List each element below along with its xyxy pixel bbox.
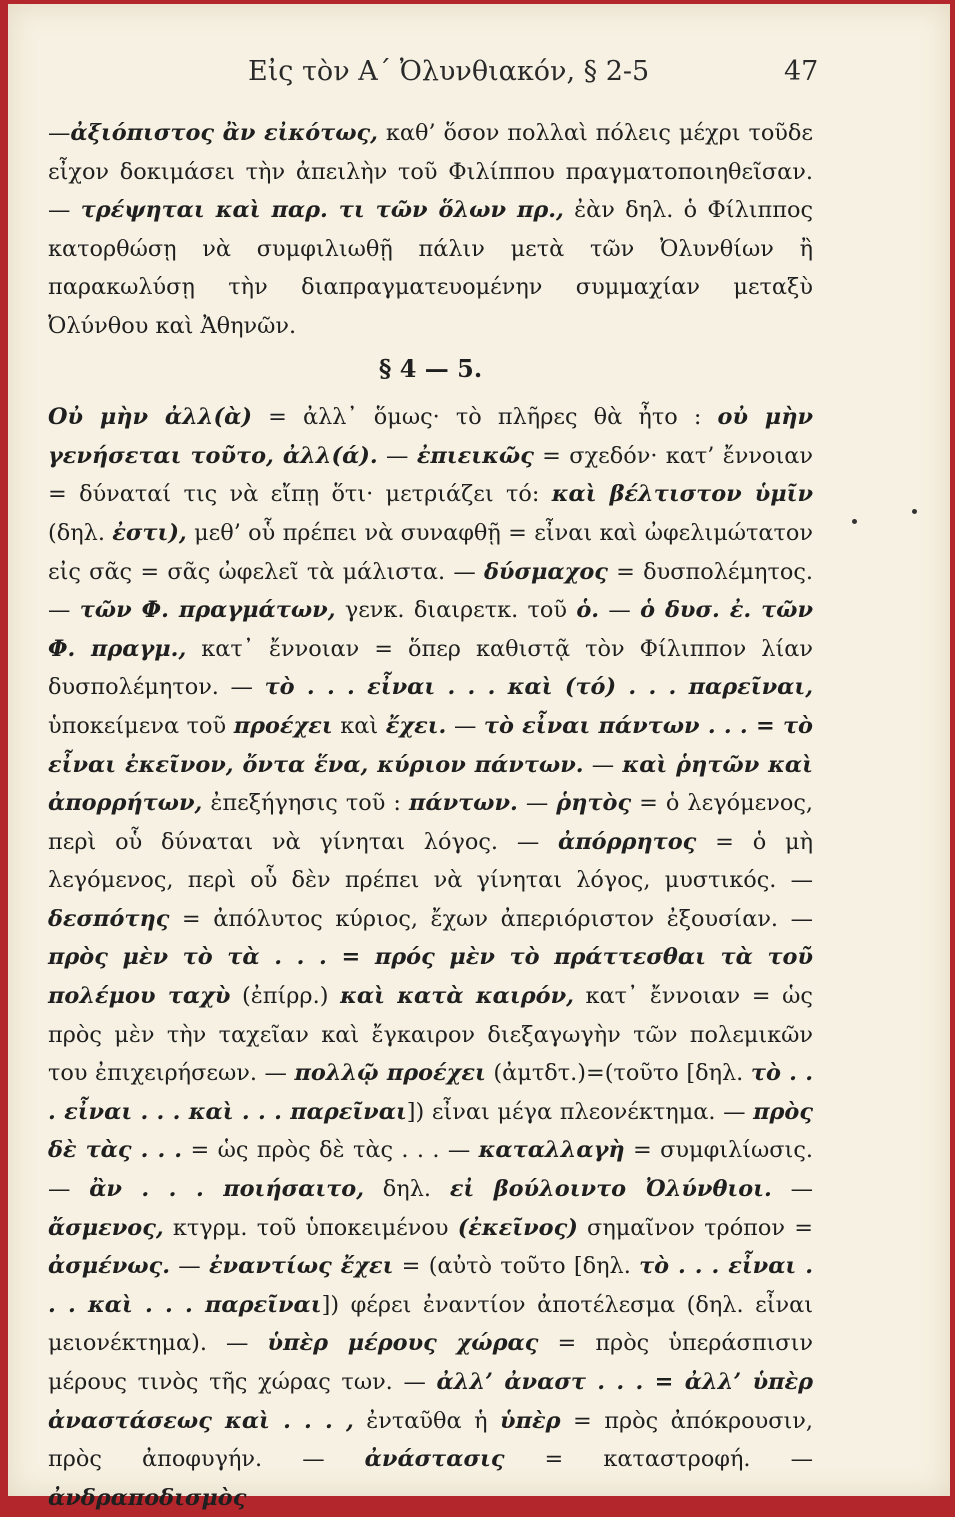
margin-dot [912,509,917,514]
book-page [8,4,950,1511]
running-title: Εἰς τὸν Α΄ Ὀλυνθιακόν, § 2-5 [248,56,650,87]
page-body [48,114,813,1517]
section-heading: § 4 — 5. [378,353,483,383]
page-number: 47 [784,56,819,87]
paragraph-2: Οὐ μὴν ἀλλ(ὰ) = ἀλλ᾽ ὅμως· τὸ πλῆρες θὰ ἦτο : οὐ μὴν γενήσεται τοῦτο, ἀλλ(ά). — ἐπιεικῶς = σχεδόν· κατ’ ἔννοιαν = δύναταί τις νὰ εἴπῃ ὅτι· μετριάζει τό: καὶ βέλτιστον ὑμῖν (δηλ. ἐστι), μεθ’ οὗ πρέπει νὰ συναφθῇ = εἶναι καὶ ὠφελιμώτατον εἰς σᾶς = σᾶς ὠφελεῖ τὰ μάλιστα. — δύσμαχος = δυσπολέμητος. — τῶν Φ. πραγμάτων, γενκ. διαιρετκ. τοῦ ὁ. — ὁ δυσ. ἐ. τῶν Φ. πραγμ., κατ᾽ ἔννοιαν = ὅπερ καθιστᾷ τὸν Φίλιππον λίαν δυσπολέμητον. — τὸ . . . εἶναι . . . καὶ (τό) . . . παρεῖναι, ὑποκείμενα τοῦ προέχει καὶ ἔχει. — τὸ εἶναι πάντων . . . = τὸ εἶναι ἐκεῖνον, ὄντα ἕνα, κύριον πάντων. — καὶ ῥητῶν καὶ ἀπορρήτων, ἐπεξήγησις τοῦ : πάντων. — ῥητὸς = ὁ λεγόμενος, περὶ οὗ δύναται νὰ γίνηται λόγος. — ἀπόρρητος = ὁ μὴ λεγόμενος, περὶ οὗ δὲν πρέπει νὰ γίνηται λόγος, μυστικός. — δεσπότης = ἀπόλυτος κύριος, ἔχων ἀπεριόριστον ἐξουσίαν. — πρὸς μὲν τὸ τὰ . . . = πρός μὲν τὸ πράττεσθαι τὰ τοῦ πολέμου ταχὺ (ἐπίρρ.) καὶ κατὰ καιρόν, κατ᾽ ἔννοιαν = ὡς πρὸς μὲν τὴν ταχεῖαν καὶ ἔγκαιρον διεξαγωγὴν τῶν πολεμικῶν του ἐπιχειρήσεων. — πολλῷ προέχει (ἀμτδτ.)=(τοῦτο [δηλ. τὸ . . . εἶναι . . . καὶ . . . παρεῖναι]) εἶναι μέγα πλεονέκτημα. — πρὸς δὲ τὰς . . . = ὡς πρὸς δὲ τὰς . . . — καταλλαγὴ = συμφιλίωσις. — ἂν . . . ποιήσαιτο, δηλ. εἰ βούλοιντο Ὀλύνθιοι. — ἄσμενος, κτγρμ. τοῦ ὑποκειμένου (ἐκεῖνος) σημαῖνον τρόπον = ἀσμένως. — ἐναντίως ἔχει = (αὐτὸ τοῦτο [δηλ. τὸ . . . εἶναι . . . καὶ . . . παρεῖναι]) φέρει ἐναντίον ἀποτέλεσμα (δηλ. εἶναι μειονέκτημα). — ὑπὲρ μέρους χώρας = πρὸς ὑπεράσπισιν μέρους τινὸς τῆς χώρας των. — ἀλλ’ ἀναστ . . . = ἀλλ’ ὑπὲρ ἀναστάσεως καὶ . . . , ἐνταῦθα ἡ ὑπὲρ = πρὸς ἀπόκρουσιν, πρὸς ἀποφυγήν. — ἀνάστασις = καταστροφή. — ἀνδραποδισμὸς [48,404,814,1511]
paragraph-1: —ἀξιόπιστος ἂν εἰκότως, καθ’ ὅσον πολλαὶ πόλεις μέχρι τοῦδε εἶχον δοκιμάσει τὴν ἀπειλὴν τοῦ Φιλίππου πραγματοποιηθεῖσαν. — τρέψηται καὶ παρ. τι τῶν ὅλων πρ., ἐὰν δηλ. ὁ Φίλιππος κατορθώσῃ νὰ συμφιλιωθῇ πάλιν μετὰ τῶν Ὀλυνθίων ἢ παρακωλύσῃ τὴν διαπραγματευομένην συμμαχίαν μεταξὺ Ὀλύνθου καὶ Ἀθηνῶν. [48,120,813,339]
margin-dot [852,519,857,524]
